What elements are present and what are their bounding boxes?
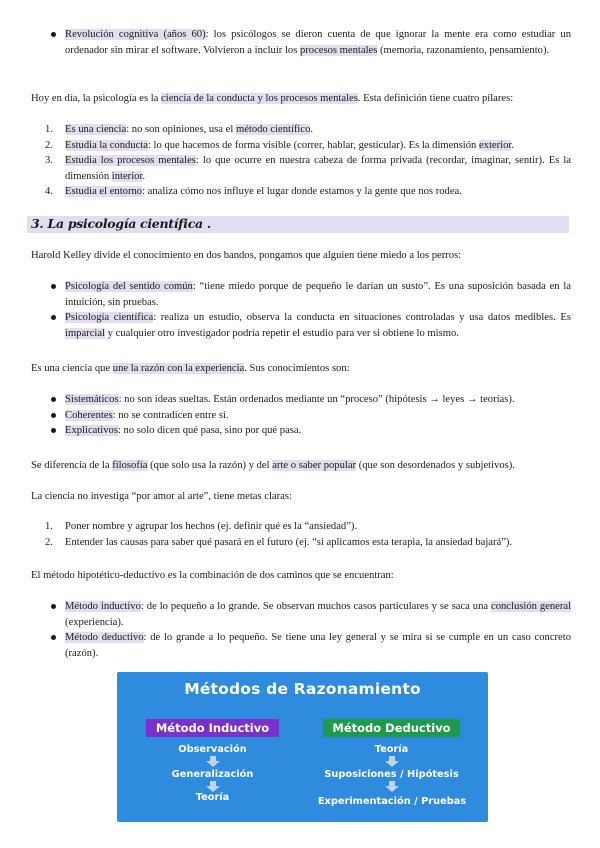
list-number: 1.	[45, 521, 53, 532]
list-item	[31, 184, 571, 200]
list-item-text	[65, 521, 357, 532]
inductive-step-observation: Observación	[178, 744, 247, 755]
highlighted-text: Psicología del sentido común	[65, 281, 193, 292]
highlighted-text: arte o saber popular	[272, 460, 357, 471]
list-item	[31, 423, 571, 439]
paragraph-goals	[31, 489, 571, 505]
list-item	[31, 408, 571, 424]
section-title: 3. La psicología científica .	[31, 216, 211, 231]
list-item-text	[65, 29, 571, 56]
list-item-text	[65, 410, 229, 421]
list-item-text	[65, 186, 462, 197]
text-run: : analiza cómo nos influye el lugar donde estamos y la gente que nos rodea.	[142, 186, 462, 197]
highlighted-text: imparcial	[65, 327, 106, 339]
list-item	[31, 27, 571, 58]
list-item-text	[65, 155, 571, 182]
highlighted-text: Es una ciencia	[65, 124, 127, 135]
text-run: : no son opiniones, usa el	[126, 124, 236, 135]
text-run: El método hipotético-deductivo es la combinación de dos caminos que se encuentran:	[31, 570, 394, 581]
text-run: Poner nombre y agrupar los hechos (ej. definir qué es la “ansiedad”).	[65, 521, 358, 532]
text-run: : lo que ocurre en nuestra cabeza de forma privada (recordar, imaginar, sentir). Es la dimensión	[65, 155, 571, 182]
text-run: (que son desordenados y subjetivos).	[356, 460, 515, 471]
text-run: : no son ideas sueltas. Están ordenados mediante un “proceso” (hipótesis → leyes → teorías).	[118, 394, 515, 405]
inductive-step-theory: Teoría	[195, 792, 230, 803]
bullet-icon	[51, 284, 56, 289]
text-run: (que solo usa la razón) y del	[147, 460, 273, 471]
pillars-list	[31, 122, 571, 200]
highlighted-text: procesos mentales	[299, 44, 378, 56]
highlighted-text: Método deductivo	[65, 632, 144, 643]
highlighted-text: método científico	[235, 124, 311, 135]
down-arrow-icon	[385, 756, 399, 766]
reasoning-methods-figure	[117, 672, 488, 822]
highlighted-text: Estudia el entorno	[65, 186, 143, 197]
knowledge-bullet-list	[31, 392, 571, 439]
text-run: Hoy en día, la psicología es la	[31, 93, 162, 104]
text-run: : de lo grande a lo pequeño. Se tiene una ley general y se mira si se cumple en un caso concreto (razón).	[65, 632, 571, 659]
text-run: Entender las causas para saber qué pasará en el futuro (ej. “si aplicamos esta terapia, la ansiedad bajará”).	[65, 536, 513, 548]
list-number: 1.	[45, 124, 53, 135]
bullet-icon	[51, 635, 56, 640]
text-run: .	[310, 124, 314, 135]
list-item-text	[65, 425, 301, 436]
paragraph-science	[31, 361, 571, 377]
highlighted-text: Estudia la conducta	[65, 139, 148, 151]
list-item	[31, 392, 571, 408]
text-run: : realiza un estudio, observa la conducta en situaciones controladas y usa datos medibles. Es	[153, 312, 571, 323]
list-number: 2.	[45, 139, 53, 151]
list-item	[31, 122, 571, 138]
highlighted-text: Coherentes	[65, 409, 113, 421]
bullet-icon	[51, 315, 56, 320]
highlighted-text: ciencia de la conducta y los procesos mentales	[161, 93, 358, 104]
deductive-step-experimentation: Experimentación / Pruebas	[317, 796, 467, 807]
intro-bullet-list	[31, 27, 571, 58]
deductive-method-header: Método Deductivo	[323, 719, 460, 737]
figure-title: Métodos de Razonamiento	[184, 680, 421, 698]
paragraph-today	[31, 91, 571, 107]
list-item-text	[65, 124, 313, 135]
list-item	[31, 599, 571, 630]
text-run: y cualquier otro investigador podría repetir el estudio para ver si obtiene lo mismo.	[105, 327, 459, 339]
highlighted-text: filosofía	[112, 460, 148, 471]
text-run: . Esta definición tiene cuatro pilares:	[357, 93, 514, 104]
list-item-text	[65, 140, 514, 151]
list-number: 3.	[45, 155, 53, 166]
inductive-step-generalization: Generalización	[171, 769, 254, 780]
text-run: (experiencia).	[65, 616, 124, 628]
highlighted-text: Explicativos	[65, 425, 118, 436]
text-run: : no se contradicen entre sí.	[112, 409, 229, 421]
text-run: (memoria, razonamiento, pensamiento).	[377, 44, 550, 56]
text-run: : lo que hacemos de forma visible (correr, hablar, gesticular). Es la dimensión	[147, 139, 479, 151]
text-run: La ciencia no investiga “por amor al arte”, tiene metas claras:	[31, 491, 292, 502]
highlighted-text: interior	[111, 170, 143, 182]
bullet-icon	[51, 397, 56, 402]
list-item	[31, 310, 571, 341]
bullet-icon	[51, 413, 56, 418]
highlighted-text: conclusión general	[491, 601, 572, 612]
text-run: : de lo pequeño a lo grande. Se observan muchos casos particulares y se saca una	[140, 601, 492, 612]
bullet-icon	[51, 428, 56, 433]
highlighted-text: Método inductivo	[65, 601, 141, 612]
method-bullet-list	[31, 599, 571, 661]
list-item	[31, 279, 571, 310]
text-run: . Sus conocimientos son:	[244, 363, 350, 374]
list-number: 2.	[45, 536, 53, 548]
list-item	[31, 630, 571, 661]
down-arrow-icon	[206, 756, 220, 766]
text-run: : no solo dicen qué pasa, sino por qué pasa.	[117, 425, 302, 436]
text-run: Es una ciencia que	[31, 363, 113, 374]
text-run: : los psicólogos se dieron cuenta de que ignorar la mente era como estudiar un ordenador sin mirar el software. Volvieron a incluir los	[65, 29, 571, 56]
list-item	[31, 535, 571, 551]
deductive-step-hypothesis: Suposiciones / Hipótesis	[324, 769, 459, 780]
paragraph-differs	[31, 458, 571, 474]
list-item-text	[65, 312, 571, 339]
bullet-icon	[51, 604, 56, 609]
text-run: : “tiene miedo porque de pequeño le darían un susto”. Es una suposición basada en la intuición, sin pruebas.	[65, 281, 571, 308]
down-arrow-icon	[385, 781, 399, 791]
deductive-step-theory: Teoría	[374, 744, 409, 755]
list-item	[31, 153, 571, 184]
list-item-text	[65, 601, 571, 628]
text-run: Se diferencia de la	[31, 460, 113, 471]
text-run: Harold Kelley divide el conocimiento en dos bandos, pongamos que alguien tiene miedo a los perros:	[31, 250, 462, 261]
goals-list	[31, 519, 571, 550]
list-item-text	[65, 281, 571, 308]
list-number: 4.	[45, 186, 53, 197]
highlighted-text: exterior	[478, 139, 512, 151]
highlighted-text: Revolución cognitiva (años 60)	[65, 29, 206, 40]
highlighted-text: Estudia los procesos mentales	[65, 155, 196, 166]
kelley-bullet-list	[31, 279, 571, 341]
list-item	[31, 519, 571, 535]
paragraph-method	[31, 568, 571, 584]
text-run: .	[511, 139, 514, 151]
inductive-method-header: Método Inductivo	[146, 719, 279, 737]
paragraph-kelley	[31, 248, 571, 264]
list-item-text	[65, 632, 571, 659]
list-item-text	[65, 394, 515, 405]
list-item	[31, 138, 571, 154]
highlighted-text: Psicología científica	[65, 312, 154, 323]
text-run: .	[142, 170, 146, 182]
highlighted-text: une la razón con la experiencia	[112, 363, 245, 374]
list-item-text	[65, 537, 512, 548]
highlighted-text: Sistemáticos	[65, 394, 119, 405]
bullet-icon	[51, 32, 56, 37]
